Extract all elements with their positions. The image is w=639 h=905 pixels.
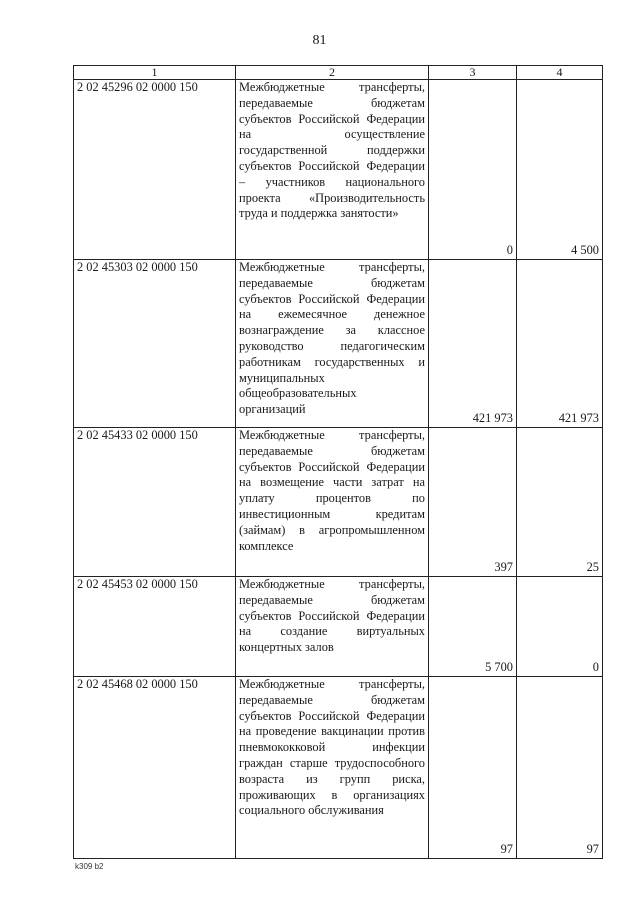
value-column-4: 25 <box>517 428 603 577</box>
value-column-4: 421 973 <box>517 260 603 428</box>
row-description: Межбюджетные трансферты, передаваемые бюджетам субъектов Российской Федерации на осуществление государственной поддержки субъектов Российской Федерации – участников национального проекта «Производительность труда и поддержка занятости» <box>236 80 429 260</box>
footer-code: k309 b2 <box>75 862 104 871</box>
row-description: Межбюджетные трансферты, передаваемые бюджетам субъектов Российской Федерации на возмещение части затрат на уплату процентов по инвестиционным кредитам (займам) в агропромышленном комплексе <box>236 428 429 577</box>
column-header-4: 4 <box>517 66 603 80</box>
table-row <box>74 677 603 859</box>
row-description: Межбюджетные трансферты, передаваемые бюджетам субъектов Российской Федерации на проведение вакцинации против пневмококковой инфекции граждан старше трудоспособного возраста из групп риска, проживающих в организациях социального обслуживания <box>236 677 429 859</box>
row-description: Межбюджетные трансферты, передаваемые бюджетам субъектов Российской Федерации на ежемесячное денежное вознаграждение за классное руководство педагогическим работникам государственных и муниципальных общеобразовательных организаций <box>236 260 429 428</box>
row-description: Межбюджетные трансферты, передаваемые бюджетам субъектов Российской Федерации на создание виртуальных концертных залов <box>236 577 429 677</box>
budget-table <box>73 65 603 859</box>
table-row <box>74 80 603 260</box>
value-column-4: 0 <box>517 577 603 677</box>
classification-code: 2 02 45296 02 0000 150 <box>74 80 236 260</box>
value-column-3: 0 <box>429 80 517 260</box>
table-row <box>74 428 603 577</box>
table-row <box>74 260 603 428</box>
value-column-4: 97 <box>517 677 603 859</box>
value-column-3: 97 <box>429 677 517 859</box>
table-row <box>74 577 603 677</box>
value-column-3: 421 973 <box>429 260 517 428</box>
page-number: 81 <box>312 33 327 48</box>
table-header-row <box>74 66 603 80</box>
column-header-3: 3 <box>429 66 517 80</box>
classification-code: 2 02 45303 02 0000 150 <box>74 260 236 428</box>
column-header-1: 1 <box>74 66 236 80</box>
classification-code: 2 02 45433 02 0000 150 <box>74 428 236 577</box>
classification-code: 2 02 45453 02 0000 150 <box>74 577 236 677</box>
column-header-2: 2 <box>236 66 429 80</box>
value-column-4: 4 500 <box>517 80 603 260</box>
value-column-3: 397 <box>429 428 517 577</box>
value-column-3: 5 700 <box>429 577 517 677</box>
classification-code: 2 02 45468 02 0000 150 <box>74 677 236 859</box>
